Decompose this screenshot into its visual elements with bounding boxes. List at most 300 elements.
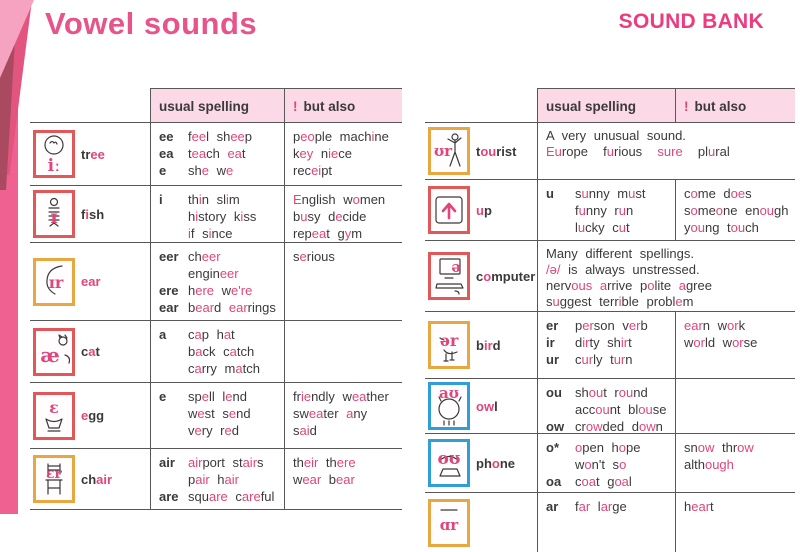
spelling-words: shout round xyxy=(575,385,648,400)
svg-text:ɛr: ɛr xyxy=(46,466,62,482)
highlighted-letters: ou xyxy=(730,220,746,235)
but-also-line: earn work xyxy=(684,318,746,333)
spelling-line xyxy=(159,208,278,225)
highlighted-letters: ear xyxy=(336,472,355,487)
spelling-key: o* xyxy=(546,440,559,455)
note-cell xyxy=(537,241,795,311)
table-row-tourist xyxy=(425,122,795,179)
highlighted-letters: ea xyxy=(351,389,367,404)
sound-cell-fish xyxy=(30,186,150,242)
sound-cell-computer xyxy=(425,241,537,311)
highlighted-letters: i xyxy=(618,294,622,309)
spelling-key: ar xyxy=(546,499,559,514)
but-also-line: people machine xyxy=(293,129,389,144)
spelling-words: back catch xyxy=(188,344,255,359)
table-header-row xyxy=(425,88,795,122)
highlighted-letters: u xyxy=(618,220,626,235)
spelling-words: west send xyxy=(188,406,251,421)
highlighted-letters: ee xyxy=(191,129,207,144)
spelling-line xyxy=(159,145,278,162)
svg-text:ʊr: ʊr xyxy=(433,142,453,160)
usual-spelling-cell xyxy=(150,321,284,382)
spelling-words: funny run xyxy=(575,203,634,218)
highlighted-letters: o xyxy=(584,457,592,472)
spelling-key: ear xyxy=(159,300,179,315)
exclamation-mark: ! xyxy=(293,98,298,114)
spelling-line xyxy=(546,219,669,236)
highlighted-letters: /ə/ xyxy=(546,262,561,277)
spelling-line xyxy=(546,439,669,456)
spelling-line xyxy=(159,343,278,360)
spelling-words: history kiss xyxy=(188,209,257,224)
highlighted-letters: ir xyxy=(582,335,590,350)
spelling-words: if since xyxy=(188,226,233,241)
usual-spelling-cell xyxy=(537,434,675,492)
highlighted-letters: ur xyxy=(581,352,594,367)
highlighted-letters: a xyxy=(346,406,354,421)
sound-word-label: chair xyxy=(81,471,113,487)
highlighted-letters: ou xyxy=(638,402,653,417)
sound-cell-tourist xyxy=(425,123,537,179)
but-also-line: their there xyxy=(293,455,356,470)
highlighted-letters: y xyxy=(344,226,352,241)
spelling-line xyxy=(546,185,669,202)
sound-word-label: phone xyxy=(476,455,516,471)
chair-icon xyxy=(33,455,75,503)
highlighted-letters: o xyxy=(690,203,698,218)
svg-text:ə: ə xyxy=(451,258,461,276)
highlighted-letters: ow xyxy=(585,419,603,434)
spelling-line xyxy=(159,422,278,439)
spelling-line xyxy=(159,282,278,299)
highlighted-letters: ear xyxy=(684,318,703,333)
table-row-cat xyxy=(30,320,402,382)
highlighted-letters: e xyxy=(228,406,237,421)
but-also-line: come does xyxy=(684,186,752,201)
highlighted-letters: are xyxy=(241,489,261,504)
spelling-key: eer xyxy=(159,249,179,264)
highlighted-letters: ough xyxy=(704,457,734,472)
highlighted-letters: o xyxy=(690,186,698,201)
spelling-line xyxy=(159,128,278,145)
note-line: Many different spellings. xyxy=(546,246,694,261)
highlighted-letters: eo xyxy=(300,129,315,144)
svg-text:aʊ: aʊ xyxy=(439,384,459,402)
highlighted-letters: a xyxy=(678,278,686,293)
exclamation-mark: ! xyxy=(684,98,689,114)
spelling-words: feel sheep xyxy=(188,129,253,144)
highlighted-letters: air xyxy=(242,455,258,470)
highlighted-letters: ai xyxy=(299,423,310,438)
spelling-words: very red xyxy=(188,423,239,438)
table-row-chair xyxy=(30,448,402,510)
highlighted-letters: e're xyxy=(231,283,253,298)
table-row-computer xyxy=(425,240,795,311)
highlighted-letters: ear xyxy=(302,472,322,487)
spelling-line xyxy=(159,326,278,343)
highlighted-letters: o xyxy=(715,203,724,218)
usual-spelling-cell xyxy=(150,186,284,242)
but-also-label: but also xyxy=(694,98,747,114)
highlighted-letters: ou xyxy=(759,203,775,218)
sound-word-label: computer xyxy=(476,268,536,284)
svg-text:iː: iː xyxy=(47,156,61,176)
but-also-label: but also xyxy=(303,98,356,114)
usual-spelling-cell xyxy=(150,243,284,320)
highlighted-letters: a xyxy=(194,361,202,376)
spelling-words: coat goal xyxy=(575,474,632,489)
sound-cell-phone xyxy=(425,434,537,492)
but-also-line: repeat gym xyxy=(293,226,363,241)
page-title: Vowel sounds xyxy=(45,6,258,41)
highlighted-letters: o xyxy=(619,457,627,472)
but-also-cell xyxy=(284,321,402,382)
highlighted-letters: ir xyxy=(483,337,493,353)
spelling-line xyxy=(546,498,669,515)
spelling-key xyxy=(159,265,188,282)
highlighted-letters: ee xyxy=(90,146,105,162)
highlighted-letters: ar xyxy=(600,499,613,514)
spelling-words: curly turn xyxy=(575,352,633,367)
spelling-key: air xyxy=(159,455,175,470)
but-also-cell xyxy=(284,243,402,320)
highlighted-letters: i xyxy=(240,209,244,224)
highlighted-letters: Eu xyxy=(546,144,562,159)
usual-spelling-cell xyxy=(150,383,284,448)
spelling-words: dirty shirt xyxy=(575,335,632,350)
usual-spelling-header xyxy=(537,88,675,122)
ear-icon xyxy=(33,258,75,306)
highlighted-letters: ea xyxy=(227,146,242,161)
spelling-words: account blouse xyxy=(575,402,667,417)
sound-cell-cat xyxy=(30,321,150,382)
highlighted-letters: er xyxy=(628,318,641,333)
highlighted-letters: eer xyxy=(219,266,239,281)
header-icon-spacer xyxy=(425,88,537,122)
highlighted-letters: o xyxy=(575,440,583,455)
svg-text:ər: ər xyxy=(439,331,459,350)
spelling-words: airport stairs xyxy=(188,455,264,470)
spelling-key: a xyxy=(159,327,167,342)
highlighted-letters: a xyxy=(88,344,96,359)
spelling-line xyxy=(546,456,669,473)
highlighted-letters: or xyxy=(693,335,705,350)
highlighted-letters: ow xyxy=(639,419,656,434)
highlighted-letters: oa xyxy=(581,474,596,489)
spelling-key: i xyxy=(159,192,163,207)
note-cell xyxy=(537,123,795,179)
spelling-line xyxy=(159,405,278,422)
highlighted-letters: a xyxy=(195,344,203,359)
cat-icon xyxy=(33,328,75,376)
usual-spelling-label: usual spelling xyxy=(546,98,637,114)
but-also-line: key niece xyxy=(293,146,352,161)
car-icon xyxy=(428,499,470,547)
highlighted-letters: a xyxy=(229,344,237,359)
highlighted-letters: ous xyxy=(571,278,593,293)
highlighted-letters: ee xyxy=(230,129,245,144)
but-also-cell xyxy=(284,449,402,509)
spelling-key: ow xyxy=(546,419,565,434)
but-also-cell xyxy=(675,180,795,240)
highlighted-letters: ur xyxy=(613,352,626,367)
table-header-row xyxy=(30,88,402,122)
table-row-car xyxy=(425,492,795,552)
spelling-line xyxy=(159,265,278,282)
highlighted-letters: a xyxy=(194,327,202,342)
sound-cell-bird xyxy=(425,312,537,378)
usual-spelling-cell xyxy=(150,123,284,185)
highlighted-letters: ou xyxy=(690,220,705,235)
spelling-words: open hope xyxy=(575,440,641,455)
spelling-words: she we xyxy=(188,163,234,178)
svg-text:ɑr: ɑr xyxy=(439,515,459,534)
spelling-words: cheer xyxy=(188,249,221,264)
spelling-line xyxy=(159,471,278,488)
highlighted-letters: er xyxy=(582,318,594,333)
sound-bank-heading: SOUND BANK xyxy=(618,10,764,33)
but-also-cell xyxy=(675,379,795,433)
spelling-words: carry match xyxy=(188,361,260,376)
but-also-line: heart xyxy=(684,499,714,514)
note-line: suggest terrible problem xyxy=(546,294,694,309)
table-row-egg xyxy=(30,382,402,448)
but-also-cell xyxy=(675,434,795,492)
highlighted-letters: u xyxy=(300,209,308,224)
spelling-key xyxy=(159,422,188,439)
highlighted-letters: ow xyxy=(737,440,754,455)
usual-spelling-label: usual spelling xyxy=(159,98,250,114)
but-also-cell xyxy=(675,493,795,552)
highlighted-letters: ei xyxy=(311,163,322,178)
table-row-owl xyxy=(425,378,795,433)
sound-word-label: up xyxy=(476,202,492,218)
highlighted-letters: u xyxy=(577,220,586,235)
sound-word-label: tree xyxy=(81,146,105,162)
highlighted-letters: air xyxy=(224,472,239,487)
spelling-words: here we're xyxy=(188,283,253,298)
sound-word-label: owl xyxy=(476,398,498,414)
highlighted-letters: e xyxy=(675,294,683,309)
egg-icon xyxy=(33,392,75,440)
highlighted-letters: ea xyxy=(308,406,324,421)
highlighted-letters: e xyxy=(81,408,89,423)
sound-cell-egg xyxy=(30,383,150,448)
highlighted-letters: u xyxy=(628,186,636,201)
spelling-words: spell lend xyxy=(188,389,247,404)
highlighted-letters: e xyxy=(335,209,343,224)
spelling-key: e xyxy=(159,163,167,178)
highlighted-letters: i xyxy=(225,192,229,207)
spelling-key xyxy=(546,456,575,473)
spelling-key: er xyxy=(546,318,559,333)
spelling-key: ea xyxy=(159,146,174,161)
spelling-line xyxy=(159,162,278,179)
owl-icon xyxy=(428,382,470,430)
sound-word-label: egg xyxy=(81,408,105,423)
highlighted-letters: oa xyxy=(614,474,629,489)
highlighted-letters: ou xyxy=(588,385,604,400)
tree-icon xyxy=(33,130,75,178)
usual-spelling-header xyxy=(150,88,284,122)
spelling-key xyxy=(546,202,575,219)
spelling-words: person verb xyxy=(575,318,648,333)
highlighted-letters: ear xyxy=(195,300,215,315)
highlighted-letters: oe xyxy=(730,186,746,201)
but-also-line: although xyxy=(684,457,734,472)
spelling-key: ere xyxy=(159,283,179,298)
sound-word-label: fish xyxy=(81,206,105,222)
usual-spelling-cell xyxy=(537,180,675,240)
highlighted-letters: ou xyxy=(480,143,497,159)
spelling-line xyxy=(159,191,278,208)
highlighted-letters: eer xyxy=(201,249,221,264)
highlighted-letters: u xyxy=(708,144,716,159)
but-also-line: serious xyxy=(293,249,335,264)
spelling-key xyxy=(159,343,188,360)
but-also-line: busy decide xyxy=(293,209,367,224)
spelling-words: square careful xyxy=(188,489,275,504)
sound-cell-tree xyxy=(30,123,150,185)
highlighted-letters: sure xyxy=(657,144,683,159)
highlighted-letters: a xyxy=(223,327,232,342)
spelling-key: oa xyxy=(546,474,562,489)
spelling-words: won't so xyxy=(575,457,627,472)
highlighted-letters: e xyxy=(201,389,209,404)
spelling-key: ee xyxy=(159,129,174,144)
svg-text:ɪr: ɪr xyxy=(48,272,64,292)
spelling-words: far large xyxy=(575,499,627,514)
spelling-line xyxy=(546,418,669,435)
highlighted-letters: ear xyxy=(81,274,101,289)
highlighted-letters: u xyxy=(606,144,614,159)
svg-text:æ: æ xyxy=(40,342,60,367)
note-line: /ə/ is always unstressed. xyxy=(546,262,700,277)
but-also-header xyxy=(675,88,795,122)
highlighted-letters: ow xyxy=(476,398,495,414)
highlighted-letters: eir xyxy=(303,455,319,470)
but-also-line: world worse xyxy=(684,335,758,350)
phone-icon xyxy=(428,439,470,487)
usual-spelling-cell xyxy=(150,449,284,509)
spelling-words: thin slim xyxy=(188,192,240,207)
highlighted-letters: ea xyxy=(191,146,207,161)
sound-cell-car xyxy=(425,493,537,552)
highlighted-letters: u xyxy=(618,203,626,218)
highlighted-letters: ar xyxy=(578,499,591,514)
highlighted-letters: e xyxy=(299,249,307,264)
but-also-line: said xyxy=(293,423,317,438)
highlighted-letters: e xyxy=(197,406,205,421)
sound-cell-owl xyxy=(425,379,537,433)
vowel-table-right xyxy=(425,88,795,552)
spelling-key: ir xyxy=(546,335,555,350)
sound-cell-chair xyxy=(30,449,150,509)
highlighted-letters: i xyxy=(85,206,89,222)
table-row-up xyxy=(425,179,795,240)
spelling-line xyxy=(159,225,278,242)
spelling-key xyxy=(546,219,575,236)
sound-word-label: tourist xyxy=(476,143,517,159)
highlighted-letters: ow xyxy=(697,440,715,455)
spelling-line xyxy=(546,384,669,401)
spelling-key: u xyxy=(546,186,554,201)
highlighted-letters: e xyxy=(225,163,234,178)
spelling-line xyxy=(546,202,669,219)
spelling-line xyxy=(546,473,669,490)
but-also-line: receipt xyxy=(293,163,333,178)
spelling-words: engineer xyxy=(188,266,239,281)
spelling-key xyxy=(159,208,188,225)
tourist-icon xyxy=(428,127,470,175)
spelling-key: ou xyxy=(546,385,562,400)
highlighted-letters: e xyxy=(225,389,233,404)
highlighted-letters: o xyxy=(483,268,492,284)
but-also-line: young touch xyxy=(684,220,759,235)
fish-icon xyxy=(33,190,75,238)
highlighted-letters: o xyxy=(647,278,655,293)
but-also-header xyxy=(284,88,402,122)
spelling-line xyxy=(546,334,669,351)
but-also-line: snow throw xyxy=(684,440,754,455)
spelling-words: teach eat xyxy=(188,146,246,161)
table-row-fish xyxy=(30,185,402,242)
spelling-line xyxy=(159,299,278,316)
spelling-words: crowded down xyxy=(575,419,663,434)
highlighted-letters: ir xyxy=(620,335,629,350)
highlighted-letters: i xyxy=(188,226,191,241)
highlighted-letters: ear xyxy=(228,300,248,315)
highlighted-letters: i xyxy=(371,129,375,144)
highlighted-letters: a xyxy=(235,361,243,376)
spelling-words: sunny must xyxy=(575,186,646,201)
highlighted-letters: ou xyxy=(618,385,634,400)
spelling-words: cap hat xyxy=(188,327,235,342)
note-line: Europe furious sure plural xyxy=(546,144,730,159)
sound-word-label: bird xyxy=(476,337,501,353)
sound-cell-up xyxy=(425,180,537,240)
spelling-line xyxy=(159,360,278,377)
highlighted-letters: o xyxy=(491,455,500,471)
highlighted-letters: are xyxy=(208,489,228,504)
highlighted-letters: ou xyxy=(595,402,610,417)
highlighted-letters: or xyxy=(727,318,739,333)
spelling-key: are xyxy=(159,489,179,504)
highlighted-letters: i xyxy=(198,192,202,207)
spelling-key xyxy=(159,471,188,488)
highlighted-letters: E xyxy=(293,192,302,207)
highlighted-letters: air xyxy=(195,472,210,487)
spelling-words: pair hair xyxy=(188,472,239,487)
table-row-tree xyxy=(30,122,402,185)
up-icon xyxy=(428,186,470,234)
usual-spelling-cell xyxy=(537,493,675,552)
highlighted-letters: ere xyxy=(195,283,215,298)
spelling-line xyxy=(546,351,669,368)
header-icon-spacer xyxy=(30,88,150,122)
svg-text:oʊ: oʊ xyxy=(437,449,461,469)
spelling-key: e xyxy=(159,389,167,404)
spelling-key: ur xyxy=(546,352,559,367)
spelling-key xyxy=(546,401,575,418)
spelling-words: beard earrings xyxy=(188,300,276,315)
table-row-bird xyxy=(425,311,795,378)
spelling-line xyxy=(159,248,278,265)
svg-text:ɪ: ɪ xyxy=(50,206,58,228)
spelling-words: lucky cut xyxy=(575,220,630,235)
highlighted-letters: i xyxy=(195,209,199,224)
highlighted-letters: ere xyxy=(336,455,356,470)
